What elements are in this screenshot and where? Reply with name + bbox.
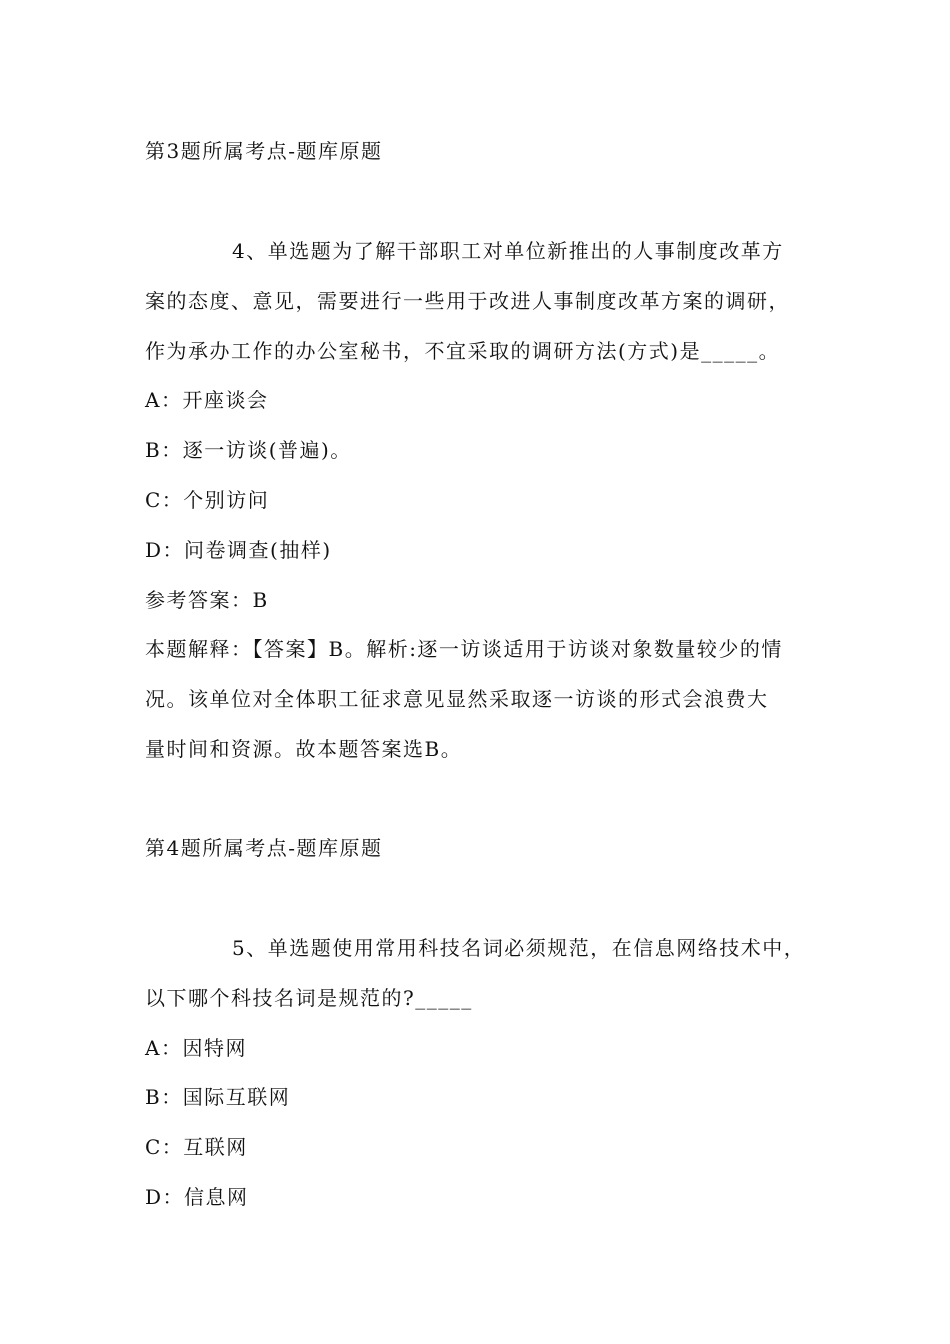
question-4-text-line-2: 案的态度、意见，需要进行一些用于改进人事制度改革方案的调研， [145, 289, 790, 313]
question-4-text-line-1: 4、单选题为了解干部职工对单位新推出的人事制度改革方 [232, 239, 784, 263]
question-5-option-a: A：因特网 [145, 1036, 247, 1060]
question-4-explanation-line-3: 量时间和资源。故本题答案选B。 [145, 737, 463, 761]
question-5-option-c: C：互联网 [145, 1135, 248, 1159]
question-4-explanation-line-1: 本题解释：【答案】B。解析:逐一访谈适用于访谈对象数量较少的情 [145, 637, 783, 661]
question-4-option-c: C：个别访问 [145, 488, 270, 512]
question-5-option-b: B：国际互联网 [145, 1085, 291, 1109]
question-5-text-line-2: 以下哪个科技名词是规范的?_____ [145, 986, 473, 1010]
question-5-option-d: D：信息网 [145, 1185, 249, 1209]
question-topic-4: 第4题所属考点-题库原题 [145, 836, 383, 860]
question-4-option-d: D：问卷调查(抽样) [145, 538, 332, 562]
question-4-answer: 参考答案：B [145, 588, 269, 612]
question-5-text-line-1: 5、单选题使用常用科技名词必须规范，在信息网络技术中， [232, 936, 806, 960]
question-topic-3: 第3题所属考点-题库原题 [145, 139, 383, 163]
question-4-explanation-line-2: 况。该单位对全体职工征求意见显然采取逐一访谈的形式会浪费大 [145, 687, 769, 711]
question-4-option-b: B：逐一访谈(普遍)。 [145, 438, 352, 462]
question-4-option-a: A：开座谈会 [145, 388, 269, 412]
question-4-text-line-3: 作为承办工作的办公室秘书，不宜采取的调研方法(方式)是_____。 [145, 339, 781, 363]
